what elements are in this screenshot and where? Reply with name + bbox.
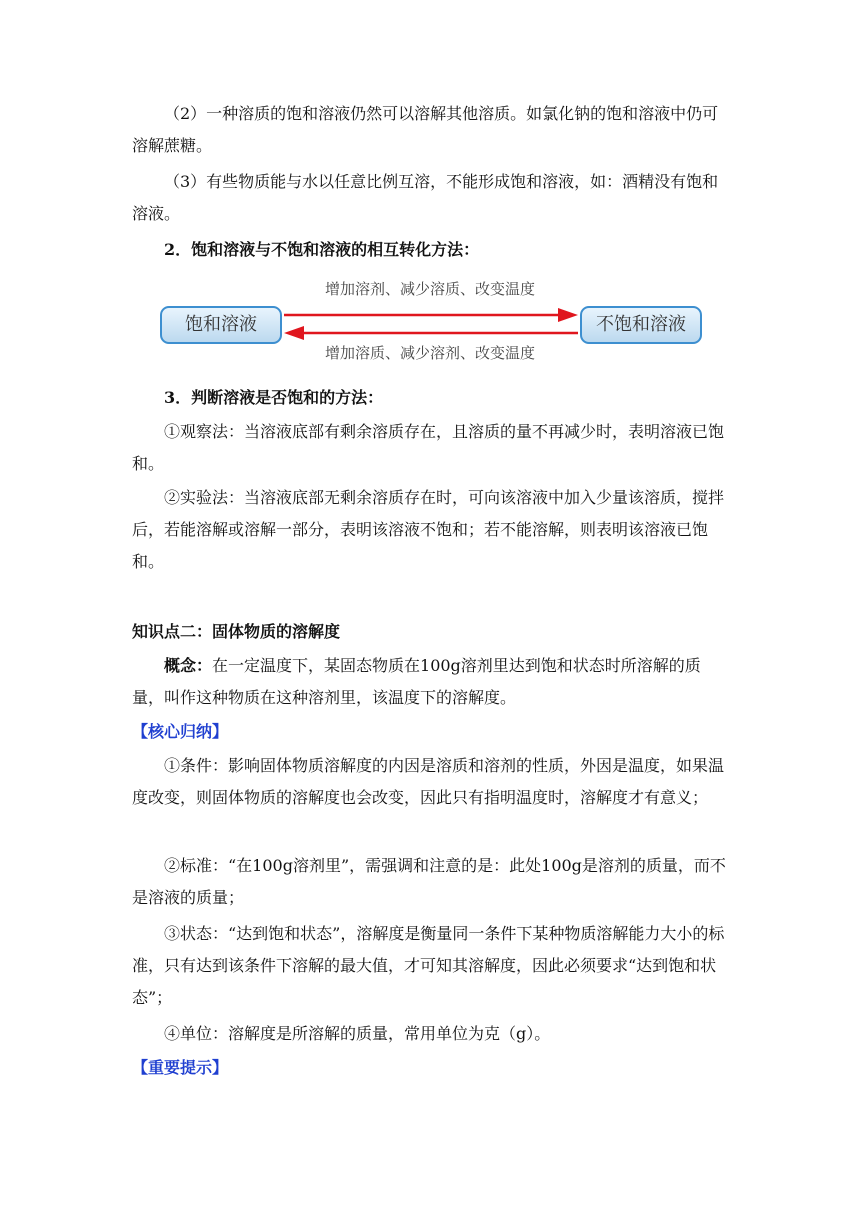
conversion-diagram — [158, 276, 702, 368]
method-experiment: ②实验法：当溶液底部无剩余溶质存在时，可向该溶液中加入少量该溶质，搅拌后，若能溶解或溶解一部分，表明该溶液不饱和；若不能溶解，则表明该溶液已饱和。 — [132, 488, 725, 571]
backward-arrow-head — [284, 326, 304, 340]
important-tips-title: 【重要提示】 — [132, 1058, 229, 1077]
heading-judge-methods: 3．判断溶液是否饱和的方法： — [164, 388, 384, 407]
unsaturated-solution-box: 不饱和溶液 — [580, 306, 702, 344]
paragraph-note-3: （3）有些物质能与水以任意比例互溶，不能形成饱和溶液，如：酒精没有饱和溶液。 — [132, 172, 719, 223]
paragraph-note-2: （2）一种溶质的饱和溶液仍然可以溶解其他溶质。如氯化钠的饱和溶液中仍可溶解蔗糖。 — [132, 104, 719, 155]
forward-arrow-head — [558, 308, 578, 322]
conversion-arrows — [282, 304, 580, 344]
core-item-state: ③状态：“达到饱和状态”，溶解度是衡量同一条件下某种物质溶解能力大小的标准，只有达到该条件下溶解的最大值，才可知其溶解度，因此必须要求“达到饱和状态”； — [132, 924, 725, 1007]
heading-conversion-methods: 2．饱和溶液与不饱和溶液的相互转化方法： — [164, 240, 480, 259]
core-summary-title: 【核心归纳】 — [132, 722, 229, 741]
backward-conditions-label: 增加溶质、减少溶剂、改变温度 — [324, 344, 535, 362]
method-observation: ①观察法：当溶液底部有剩余溶质存在，且溶质的量不再减少时，表明溶液已饱和。 — [132, 422, 725, 473]
concept-label: 概念： — [164, 656, 213, 675]
core-item-condition: ①条件：影响固体物质溶解度的内因是溶质和溶剂的性质，外因是温度，如果温度改变，则固体物质的溶解度也会改变，因此只有指明温度时，溶解度才有意义； — [132, 756, 725, 807]
core-item-standard: ②标准：“在100g溶剂里”，需强调和注意的是：此处100g是溶剂的质量，而不是溶液的质量； — [132, 856, 726, 907]
forward-conditions-label: 增加溶剂、减少溶质、改变温度 — [324, 280, 535, 298]
section-title: 知识点二：固体物质的溶解度 — [132, 622, 341, 641]
saturated-solution-box: 饱和溶液 — [160, 306, 282, 344]
concept-text: 在一定温度下，某固态物质在100g溶剂里达到饱和状态时所溶解的质量，叫作这种物质在这种溶剂里，该温度下的溶解度。 — [132, 656, 701, 707]
core-item-unit: ④单位：溶解度是所溶解的质量，常用单位为克（g）。 — [164, 1024, 551, 1043]
concept-paragraph — [132, 650, 732, 714]
